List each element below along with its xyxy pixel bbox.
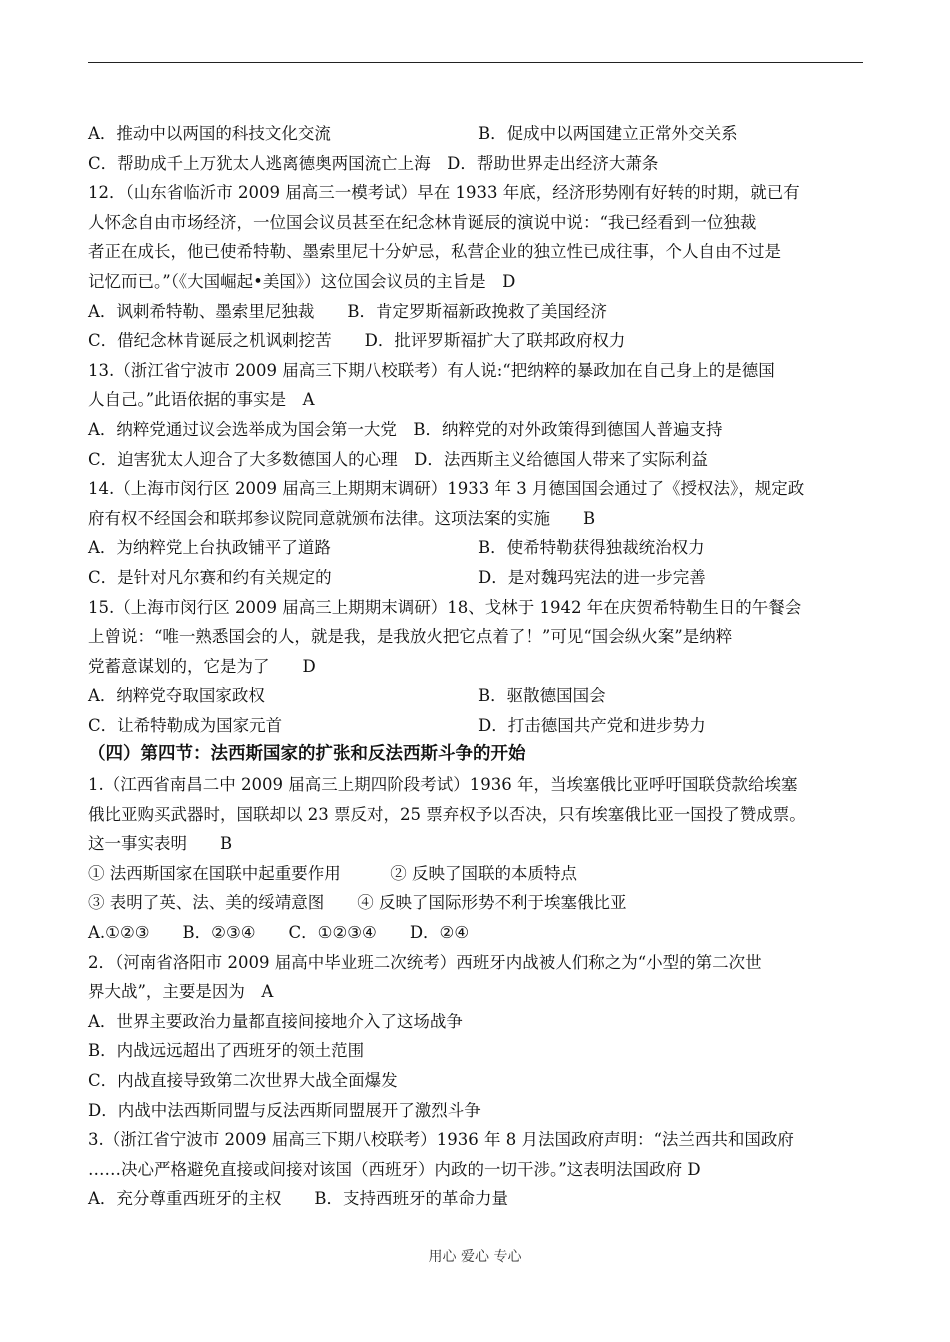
text-line: 这一事实表明 B (88, 834, 233, 854)
section-heading: （四）第四节：法西斯国家的扩张和反法西斯斗争的开始 (88, 744, 526, 765)
text-line: 记忆而已。”（《大国崛起•美国》）这位国会议员的主旨是 D (88, 271, 516, 291)
text-line: 14.（上海市闵行区 2009 届高三上期期末调研）1933 年 3 月德国国会通过了《授权法》，规定政 (88, 479, 805, 499)
option-row (88, 711, 888, 741)
option-right: B．促成中以两国建立正常外交关系 (478, 124, 738, 143)
text-line: A．世界主要政治力量都直接间接地介入了这场战争 (88, 1011, 463, 1031)
text-line: A．讽刺希特勒、墨索里尼独裁 B．肯定罗斯福新政挽救了美国经济 (88, 301, 608, 321)
option-row (88, 681, 888, 711)
text-line: 13.（浙江省宁波市 2009 届高三下期八校联考）有人说:“把纳粹的暴政加在自己身上的是德国 (88, 360, 775, 380)
text-line: A．充分尊重西班牙的主权 B．支持西班牙的革命力量 (88, 1189, 509, 1209)
option-left: C．让希特勒成为国家元首 (88, 715, 283, 735)
text-line: C．帮助成千上万犹太人逃离德奥两国流亡上海 D．帮助世界走出经济大萧条 (88, 153, 659, 173)
option-row (88, 119, 888, 149)
text-line: 上曾说：“唯一熟悉国会的人，就是我，是我放火把它点着了！”可见“国会纵火案”是纳粹 (88, 627, 733, 647)
text-line: 2．（河南省洛阳市 2009 届高中毕业班二次统考）西班牙内战被人们称之为“小型的第二次世 (88, 952, 762, 972)
text-line: 人怀念自由市场经济，一位国会议员甚至在纪念林肯诞辰的演说中说：“我已经看到一位独裁 (88, 212, 757, 232)
text-line: D．内战中法西斯同盟与反法西斯同盟展开了激烈斗争 (88, 1100, 481, 1120)
text-line: 党蓄意谋划的，它是为了 D (88, 656, 316, 676)
option-left: A．为纳粹党上台执政铺平了道路 (88, 538, 331, 558)
option-left: A．推动中以两国的科技文化交流 (88, 124, 331, 143)
text-line: 界大战”，主要是因为 A (88, 982, 274, 1002)
text-line: 1.（江西省南昌二中 2009 届高三上期四阶段考试）1936 年，当埃塞俄比亚呼吁国联贷款给埃塞 (88, 775, 798, 795)
option-row (88, 563, 888, 593)
page-footer: 用心 爱心 专心 (428, 1249, 522, 1265)
document-body (88, 119, 888, 1214)
text-line: C．借纪念林肯诞辰之机讽刺挖苦 D．批评罗斯福扩大了联邦政府权力 (88, 331, 626, 351)
option-left: A．纳粹党夺取国家政权 (88, 686, 265, 706)
text-line: 人自己。”此语依据的事实是 A (88, 390, 315, 410)
text-line: 3.（浙江省宁波市 2009 届高三下期八校联考）1936 年 8 月法国政府声明：“法兰西共和国政府 (88, 1130, 794, 1150)
text-line: 12．（山东省临沂市 2009 届高三一模考试）早在 1933 年底，经济形势刚有好转的时期，就已有 (88, 183, 800, 203)
header-rule (88, 62, 863, 63)
option-left: C．是针对凡尔赛和约有关规定的 (88, 567, 332, 587)
text-line: ……决心严格避免直接或间接对该国（西班牙）内政的一切干涉。”这表明法国政府 D (88, 1159, 701, 1179)
option-right: D．是对魏玛宪法的进一步完善 (478, 567, 706, 587)
option-right: D．打击德国共产党和进步势力 (478, 715, 706, 735)
text-line: B．内战远远超出了西班牙的领土范围 (88, 1041, 365, 1061)
option-row (88, 533, 888, 563)
text-line: C．内战直接导致第二次世界大战全面爆发 (88, 1071, 398, 1090)
text-line: A.①②③ B．②③④ C．①②③④ D．②④ (88, 923, 470, 943)
text-line: 府有权不经国会和联邦参议院同意就颁布法律。这项法案的实施 B (88, 508, 596, 528)
text-line: 15.（上海市闵行区 2009 届高三上期期末调研）18、戈林于 1942 年在庆贺希特勒生日的午餐会 (88, 597, 802, 617)
text-line: A．纳粹党通过议会选举成为国会第一大党 B．纳粹党的对外政策得到德国人普遍支持 (88, 419, 723, 439)
text-line: C．迫害犹太人迎合了大多数德国人的心理 D．法西斯主义给德国人带来了实际利益 (88, 449, 708, 469)
text-line: 者正在成长，他已使希特勒、墨索里尼十分妒忌，私营企业的独立性已成往事，个人自由不过是 (88, 242, 781, 262)
option-right: B．使希特勒获得独裁统治权力 (478, 538, 705, 558)
text-line: ① 法西斯国家在国联中起重要作用 ② 反映了国联的本质特点 (88, 863, 577, 883)
option-right: B．驱散德国国会 (478, 686, 606, 706)
text-line: ③ 表明了英、法、美的绥靖意图 ④ 反映了国际形势不利于埃塞俄比亚 (88, 893, 627, 913)
text-line: 俄比亚购买武器时，国联却以 23 票反对，25 票弃权予以否决，只有埃塞俄比亚一国投了赞成票。 (88, 804, 806, 824)
